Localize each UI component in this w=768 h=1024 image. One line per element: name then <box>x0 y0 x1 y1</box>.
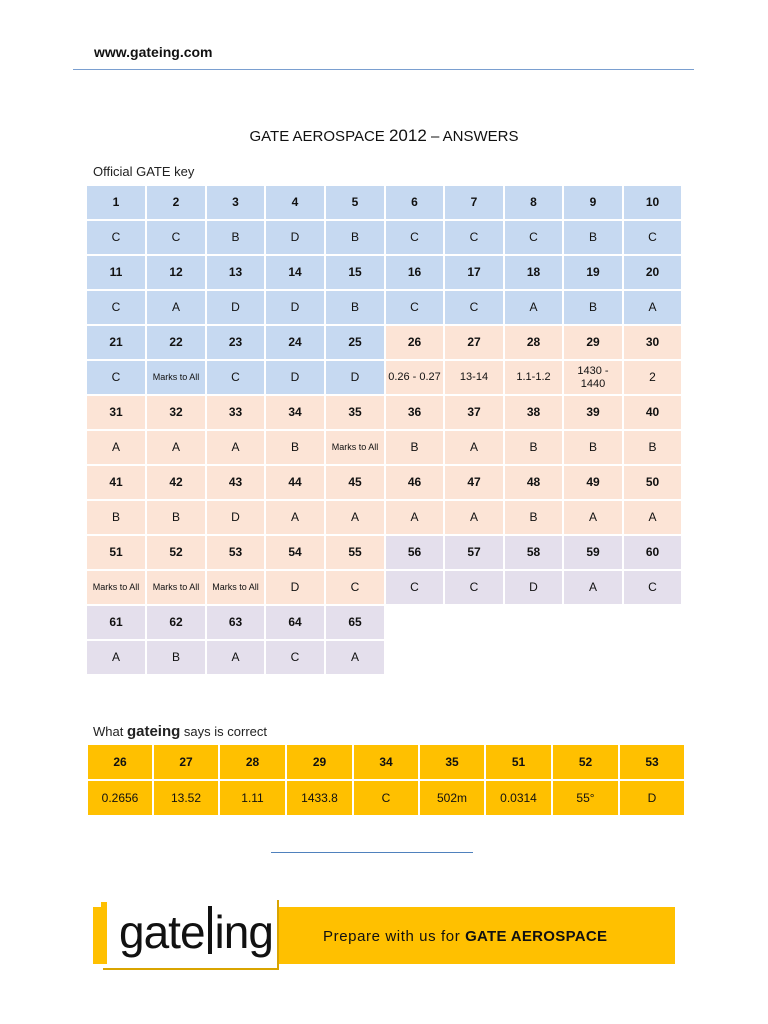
answer-cell: A <box>444 500 504 535</box>
banner-tagline <box>323 928 607 945</box>
answer-cell: A <box>325 640 385 675</box>
question-number-cell: 19 <box>563 255 623 290</box>
logo-left-text: gate <box>119 906 205 958</box>
question-number-row <box>86 535 682 570</box>
gateing-question-cell: 26 <box>87 744 153 780</box>
answer-cell: A <box>563 500 623 535</box>
gateing-correct-label <box>93 723 267 740</box>
answer-cell: A <box>206 640 265 675</box>
gateing-question-cell: 27 <box>153 744 219 780</box>
answer-cell: D <box>325 360 385 395</box>
gateing-question-cell: 53 <box>619 744 685 780</box>
question-number-cell: 52 <box>146 535 206 570</box>
title-prefix: GATE AEROSPACE <box>249 128 389 145</box>
question-number-cell <box>385 605 444 640</box>
question-number-cell: 29 <box>563 325 623 360</box>
gateing-logo[interactable] <box>101 898 277 968</box>
answer-row <box>86 290 682 325</box>
answer-cell: C <box>86 290 146 325</box>
question-number-cell: 31 <box>86 395 146 430</box>
question-number-cell: 3 <box>206 185 265 220</box>
gateing-answer-cell: 1.11 <box>219 780 286 816</box>
tagline-prefix: Prepare with us for <box>323 928 466 945</box>
answer-cell: A <box>146 430 206 465</box>
answer-cell: A <box>563 570 623 605</box>
answer-cell: D <box>504 570 563 605</box>
question-number-cell: 62 <box>146 605 206 640</box>
header-divider <box>73 69 694 70</box>
answer-cell: C <box>444 570 504 605</box>
question-number-cell: 33 <box>206 395 265 430</box>
answer-cell: C <box>325 570 385 605</box>
answer-cell: D <box>206 290 265 325</box>
answer-cell: A <box>623 290 682 325</box>
answer-cell <box>563 640 623 675</box>
gateing-question-cell: 35 <box>419 744 485 780</box>
question-number-cell: 50 <box>623 465 682 500</box>
question-number-cell: 11 <box>86 255 146 290</box>
question-number-cell: 55 <box>325 535 385 570</box>
answer-cell: B <box>146 640 206 675</box>
answer-cell: B <box>563 290 623 325</box>
question-number-row <box>86 395 682 430</box>
logo-right-text: ing <box>214 906 273 958</box>
answer-cell: A <box>86 640 146 675</box>
answer-cell: A <box>623 500 682 535</box>
gateing-question-cell: 51 <box>485 744 552 780</box>
question-number-cell: 6 <box>385 185 444 220</box>
question-number-cell: 58 <box>504 535 563 570</box>
answer-cell: B <box>86 500 146 535</box>
answer-cell: B <box>146 500 206 535</box>
question-number-cell: 61 <box>86 605 146 640</box>
question-number-cell: 63 <box>206 605 265 640</box>
gateing-answer-cell: 0.0314 <box>485 780 552 816</box>
answer-cell: Marks to All <box>86 570 146 605</box>
answer-cell: C <box>86 220 146 255</box>
question-number-cell: 42 <box>146 465 206 500</box>
official-key-table <box>85 184 683 676</box>
answer-cell: D <box>265 570 325 605</box>
answer-cell: C <box>623 220 682 255</box>
question-number-row <box>86 255 682 290</box>
tagline-bold: GATE AEROSPACE <box>465 928 608 945</box>
question-number-cell: 9 <box>563 185 623 220</box>
gateing-question-row <box>87 744 685 780</box>
question-number-cell: 22 <box>146 325 206 360</box>
gateing-answer-cell: D <box>619 780 685 816</box>
question-number-cell: 20 <box>623 255 682 290</box>
question-number-cell: 10 <box>623 185 682 220</box>
question-number-cell: 48 <box>504 465 563 500</box>
question-number-cell: 8 <box>504 185 563 220</box>
answer-cell: A <box>265 500 325 535</box>
logo-divider-icon <box>208 906 212 954</box>
question-number-cell: 25 <box>325 325 385 360</box>
answer-cell: B <box>265 430 325 465</box>
answer-cell: A <box>504 290 563 325</box>
answer-cell: C <box>444 220 504 255</box>
answer-cell: 1430 - 1440 <box>563 360 623 395</box>
question-number-cell: 18 <box>504 255 563 290</box>
answer-cell: C <box>504 220 563 255</box>
answer-row <box>86 640 682 675</box>
title-suffix: – ANSWERS <box>426 128 519 145</box>
question-number-cell: 60 <box>623 535 682 570</box>
question-number-cell: 28 <box>504 325 563 360</box>
question-number-cell <box>563 605 623 640</box>
answer-cell: B <box>563 430 623 465</box>
answer-cell: 13-14 <box>444 360 504 395</box>
question-number-row <box>86 465 682 500</box>
answer-row <box>86 500 682 535</box>
answer-cell: C <box>146 220 206 255</box>
question-number-cell: 44 <box>265 465 325 500</box>
answer-cell: C <box>385 570 444 605</box>
answer-cell: C <box>86 360 146 395</box>
site-url-link[interactable]: www.gateing.com <box>94 44 213 60</box>
answer-cell: Marks to All <box>146 570 206 605</box>
question-number-cell: 13 <box>206 255 265 290</box>
question-number-cell: 37 <box>444 395 504 430</box>
answer-cell: B <box>504 500 563 535</box>
question-number-cell: 47 <box>444 465 504 500</box>
gateing-answer-row <box>87 780 685 816</box>
answer-cell: B <box>385 430 444 465</box>
answer-cell: A <box>385 500 444 535</box>
question-number-cell: 14 <box>265 255 325 290</box>
answer-cell: C <box>385 220 444 255</box>
question-number-cell: 38 <box>504 395 563 430</box>
question-number-cell: 35 <box>325 395 385 430</box>
answer-cell: D <box>265 290 325 325</box>
question-number-cell: 15 <box>325 255 385 290</box>
answer-cell: B <box>504 430 563 465</box>
question-number-cell: 65 <box>325 605 385 640</box>
answer-cell <box>385 640 444 675</box>
gateing-question-cell: 34 <box>353 744 419 780</box>
answer-row <box>86 570 682 605</box>
gateing-label-suffix: says is correct <box>180 724 267 739</box>
question-number-cell: 53 <box>206 535 265 570</box>
gateing-question-cell: 52 <box>552 744 619 780</box>
answer-cell: 0.26 - 0.27 <box>385 360 444 395</box>
logo-accent-bar <box>101 902 107 964</box>
question-number-cell: 45 <box>325 465 385 500</box>
question-number-cell: 17 <box>444 255 504 290</box>
question-number-cell: 59 <box>563 535 623 570</box>
question-number-row <box>86 185 682 220</box>
question-number-cell <box>504 605 563 640</box>
gateing-answer-cell: 13.52 <box>153 780 219 816</box>
gateing-answer-cell: 1433.8 <box>286 780 353 816</box>
question-number-cell: 32 <box>146 395 206 430</box>
gateing-answer-cell: 502m <box>419 780 485 816</box>
question-number-cell: 2 <box>146 185 206 220</box>
answer-cell: A <box>325 500 385 535</box>
question-number-cell: 21 <box>86 325 146 360</box>
answer-row <box>86 360 682 395</box>
question-number-cell <box>623 605 682 640</box>
question-number-cell: 54 <box>265 535 325 570</box>
answer-cell: B <box>623 430 682 465</box>
answer-cell: B <box>325 220 385 255</box>
gateing-answers-table <box>86 743 686 817</box>
gateing-question-cell: 29 <box>286 744 353 780</box>
answer-cell <box>444 640 504 675</box>
question-number-cell: 41 <box>86 465 146 500</box>
answer-cell <box>504 640 563 675</box>
question-number-cell: 40 <box>623 395 682 430</box>
answer-cell: 2 <box>623 360 682 395</box>
answer-cell: B <box>563 220 623 255</box>
gateing-answer-cell: 55° <box>552 780 619 816</box>
official-key-label: Official GATE key <box>93 164 195 179</box>
answer-cell: Marks to All <box>146 360 206 395</box>
title-year: 2012 <box>388 126 427 145</box>
answer-cell: B <box>206 220 265 255</box>
gateing-label-brand: gateing <box>126 723 181 740</box>
answer-cell: A <box>444 430 504 465</box>
question-number-cell: 43 <box>206 465 265 500</box>
question-number-cell: 5 <box>325 185 385 220</box>
question-number-cell: 7 <box>444 185 504 220</box>
question-number-row <box>86 325 682 360</box>
answer-row <box>86 430 682 465</box>
question-number-cell: 39 <box>563 395 623 430</box>
logo-wordmark <box>119 904 273 960</box>
question-number-cell: 26 <box>385 325 444 360</box>
question-number-cell: 34 <box>265 395 325 430</box>
answer-cell: C <box>206 360 265 395</box>
answer-cell: A <box>86 430 146 465</box>
question-number-cell: 30 <box>623 325 682 360</box>
question-number-cell: 12 <box>146 255 206 290</box>
question-number-cell: 4 <box>265 185 325 220</box>
answer-cell: D <box>265 220 325 255</box>
question-number-cell: 51 <box>86 535 146 570</box>
answer-cell: A <box>206 430 265 465</box>
question-number-cell: 36 <box>385 395 444 430</box>
answer-cell: A <box>146 290 206 325</box>
question-number-cell <box>444 605 504 640</box>
answer-cell: D <box>206 500 265 535</box>
answer-row <box>86 220 682 255</box>
question-number-cell: 49 <box>563 465 623 500</box>
question-number-cell: 16 <box>385 255 444 290</box>
question-number-cell: 46 <box>385 465 444 500</box>
question-number-cell: 64 <box>265 605 325 640</box>
answer-cell: Marks to All <box>206 570 265 605</box>
answer-cell: C <box>444 290 504 325</box>
question-number-cell: 24 <box>265 325 325 360</box>
question-number-cell: 1 <box>86 185 146 220</box>
gateing-label-prefix: What <box>93 724 127 739</box>
section-divider <box>271 852 473 853</box>
question-number-cell: 27 <box>444 325 504 360</box>
answer-cell: C <box>385 290 444 325</box>
question-number-cell: 23 <box>206 325 265 360</box>
answer-cell: Marks to All <box>325 430 385 465</box>
answer-cell: C <box>265 640 325 675</box>
answer-cell: 1.1-1.2 <box>504 360 563 395</box>
gateing-answer-cell: 0.2656 <box>87 780 153 816</box>
answer-cell: D <box>265 360 325 395</box>
question-number-cell: 56 <box>385 535 444 570</box>
answer-cell: B <box>325 290 385 325</box>
answer-cell <box>623 640 682 675</box>
question-number-row <box>86 605 682 640</box>
question-number-cell: 57 <box>444 535 504 570</box>
page-title <box>0 126 768 146</box>
gateing-answer-cell: C <box>353 780 419 816</box>
answer-cell: C <box>623 570 682 605</box>
gateing-question-cell: 28 <box>219 744 286 780</box>
